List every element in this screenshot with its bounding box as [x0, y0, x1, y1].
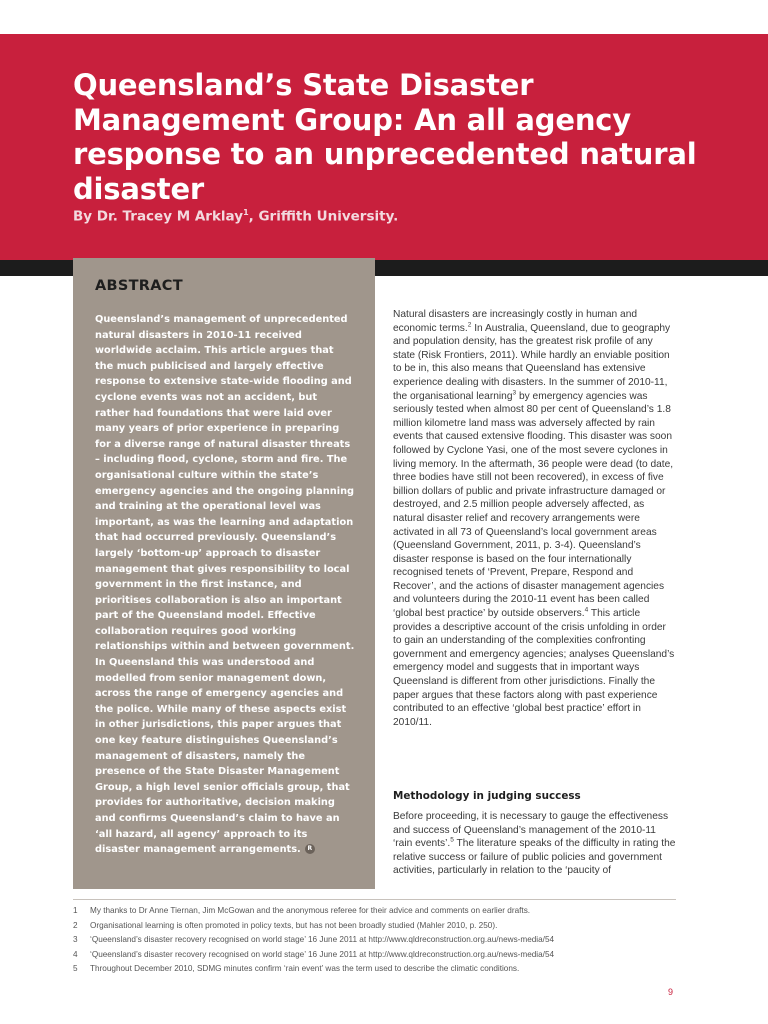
footnote-item [73, 962, 693, 977]
top-margin [0, 0, 768, 34]
footnote-ref-2: 2 [467, 321, 472, 329]
footnote-ref-5: 5 [450, 836, 454, 844]
footnote-ref-3: 3 [512, 389, 517, 397]
body-paragraph-1 [393, 308, 677, 729]
section-heading-methodology: Methodology in judging success [393, 790, 581, 802]
abstract-box [73, 258, 375, 889]
body-p1-part-c: by emergency agencies was seriously tested when almost 80 per cent of Queensland’s 1.8 million kilometre land mass was adversely affected by rain events that caused extensive flooding. This disaster was soon followed by Cyclone Yasi, one of the most severe cyclones in living memory. In the aftermath, 36 people were dead (to date, three bodies have still not been recovered), in excess of five billion dollars of public and private infrastructure damaged or destroyed, and 2.5 million people adversely affected, as natural disaster relief and recovery arrangements were activated in all 73 of Queensland’s local government areas (Queensland Government, 2011, p. 3-4). Queensland’s disaster response is based on the four internationally recognised tenets of ‘Prevent, Prepare, Respond and Recover’, and the actions of disaster management agencies and volunteers during the 2010-11 event has been called ‘global best practice’ by outside observers. [393, 390, 674, 620]
footnote-item [73, 919, 693, 934]
body-p1-part-a: Natural disasters are increasingly costly in human and economic terms. [393, 309, 638, 334]
footnote-item [73, 948, 693, 963]
footnote-number: 3 [73, 935, 78, 944]
author-byline [73, 208, 398, 225]
abstract-body: Queensland’s management of unprecedented natural disasters in 2010-11 received worldwide acclaim. This article argues that the much publicised and largely effective response to extensive state-wide flooding and cyclone events was not an accident, but rather had foundations that were laid over many years of prior experience in preparing for a diverse range of natural disaster threats – including flood, cyclone, storm and fire. The organisational culture within the state’s emergency agencies and the ongoing planning and training at the operational level was important, as was the learning and adaptation that had occurred previously. Queensland’s largely ‘bottom-up’ approach to disaster management that gives responsibility to local government in the first instance, and prioritises collaboration is also an important part of the Queensland model. Effective collaboration requires good working relationships within and between government. In Queensland this was understood and modelled from senior management down, across the range of emergency agencies and the police. While many of these aspects exist in other jurisdictions, this paper argues that one key feature distinguishes Queensland’s management of disasters, namely the presence of the State Disaster Management Group, a high level senior officials group, that provides for authoritative, decision making and confirms Queensland’s claim to have an ‘all hazard, all agency’ approach to its disaster management arrangements. [95, 314, 355, 856]
footnote-text: Throughout December 2010, SDMG minutes confirm ‘rain event’ was the term used to describe the climatic conditions. [90, 964, 520, 973]
body-paragraph-2 [393, 810, 677, 878]
byline-footnote-ref: 1 [243, 208, 249, 217]
footnote-number: 2 [73, 920, 78, 930]
abstract-heading: ABSTRACT [95, 278, 183, 294]
footnote-text: Organisational learning is often promoted in policy texts, but has not been broadly studied (Mahler 2010, p. 250). [90, 920, 498, 930]
article-title: Queensland’s State Disaster Management Group: An all agency response to an unprecedented natural disaster [73, 68, 697, 206]
abstract-text [95, 312, 355, 858]
footnote-item [73, 933, 693, 948]
body-p2-part-a: Before proceeding, it is necessary to gauge the effectiveness and success of Queensland’s management of the 2010-11 ‘rain events’. [393, 811, 669, 850]
body-p1-part-b: In Australia, Queensland, due to geography and population density, has the greatest risk profile of any state (Risk Frontiers, 2011). While hardly an enviable position to be in, this also means that Queensland has extensive experience dealing with disasters. In the summer of 2010-11, the organisational learning [393, 322, 671, 402]
byline-author: By Dr. Tracey M Arklay [73, 208, 244, 225]
footnotes-list [73, 904, 693, 977]
footnote-text: ‘Queensland’s disaster recovery recognised on world stage’ 16 June 2011 at http://www.qldreconstruction.org.au/news-media/54 [90, 935, 555, 944]
footnote-ref-4: 4 [584, 606, 589, 614]
footnote-number: 5 [73, 964, 78, 973]
footnote-text: My thanks to Dr Anne Tiernan, Jim McGowan and the anonymous referee for their advice and comments on earlier drafts. [90, 906, 531, 915]
footnote-text: ‘Queensland’s disaster recovery recognised on world stage’ 16 June 2011 at http://www.qldreconstruction.org.au/news-media/54 [90, 949, 555, 959]
body-p1-part-d: This article provides a descriptive account of the crisis unfolding in order to gain an understanding of the complexities confronting government and emergency agencies; analyses Queensland’s emergency model and suggests that in important ways Queensland is different from other jurisdictions. Finally the paper argues that these factors along with past experience contributed to an effective ‘global best practice’ effort in 2010/11. [393, 608, 675, 728]
body-p2-part-b: The literature speaks of the difficulty in rating the relative success or failure of public policies and government activities, particularly in relation to the ‘paucity of [393, 838, 676, 877]
footnote-number: 4 [73, 949, 78, 959]
byline-affiliation: , Griffith University. [248, 208, 399, 225]
footnote-number: 1 [73, 906, 78, 915]
end-mark-icon: R [305, 844, 315, 854]
page-number: 9 [668, 987, 674, 997]
footnote-item [73, 904, 693, 919]
footnote-divider [73, 899, 676, 900]
